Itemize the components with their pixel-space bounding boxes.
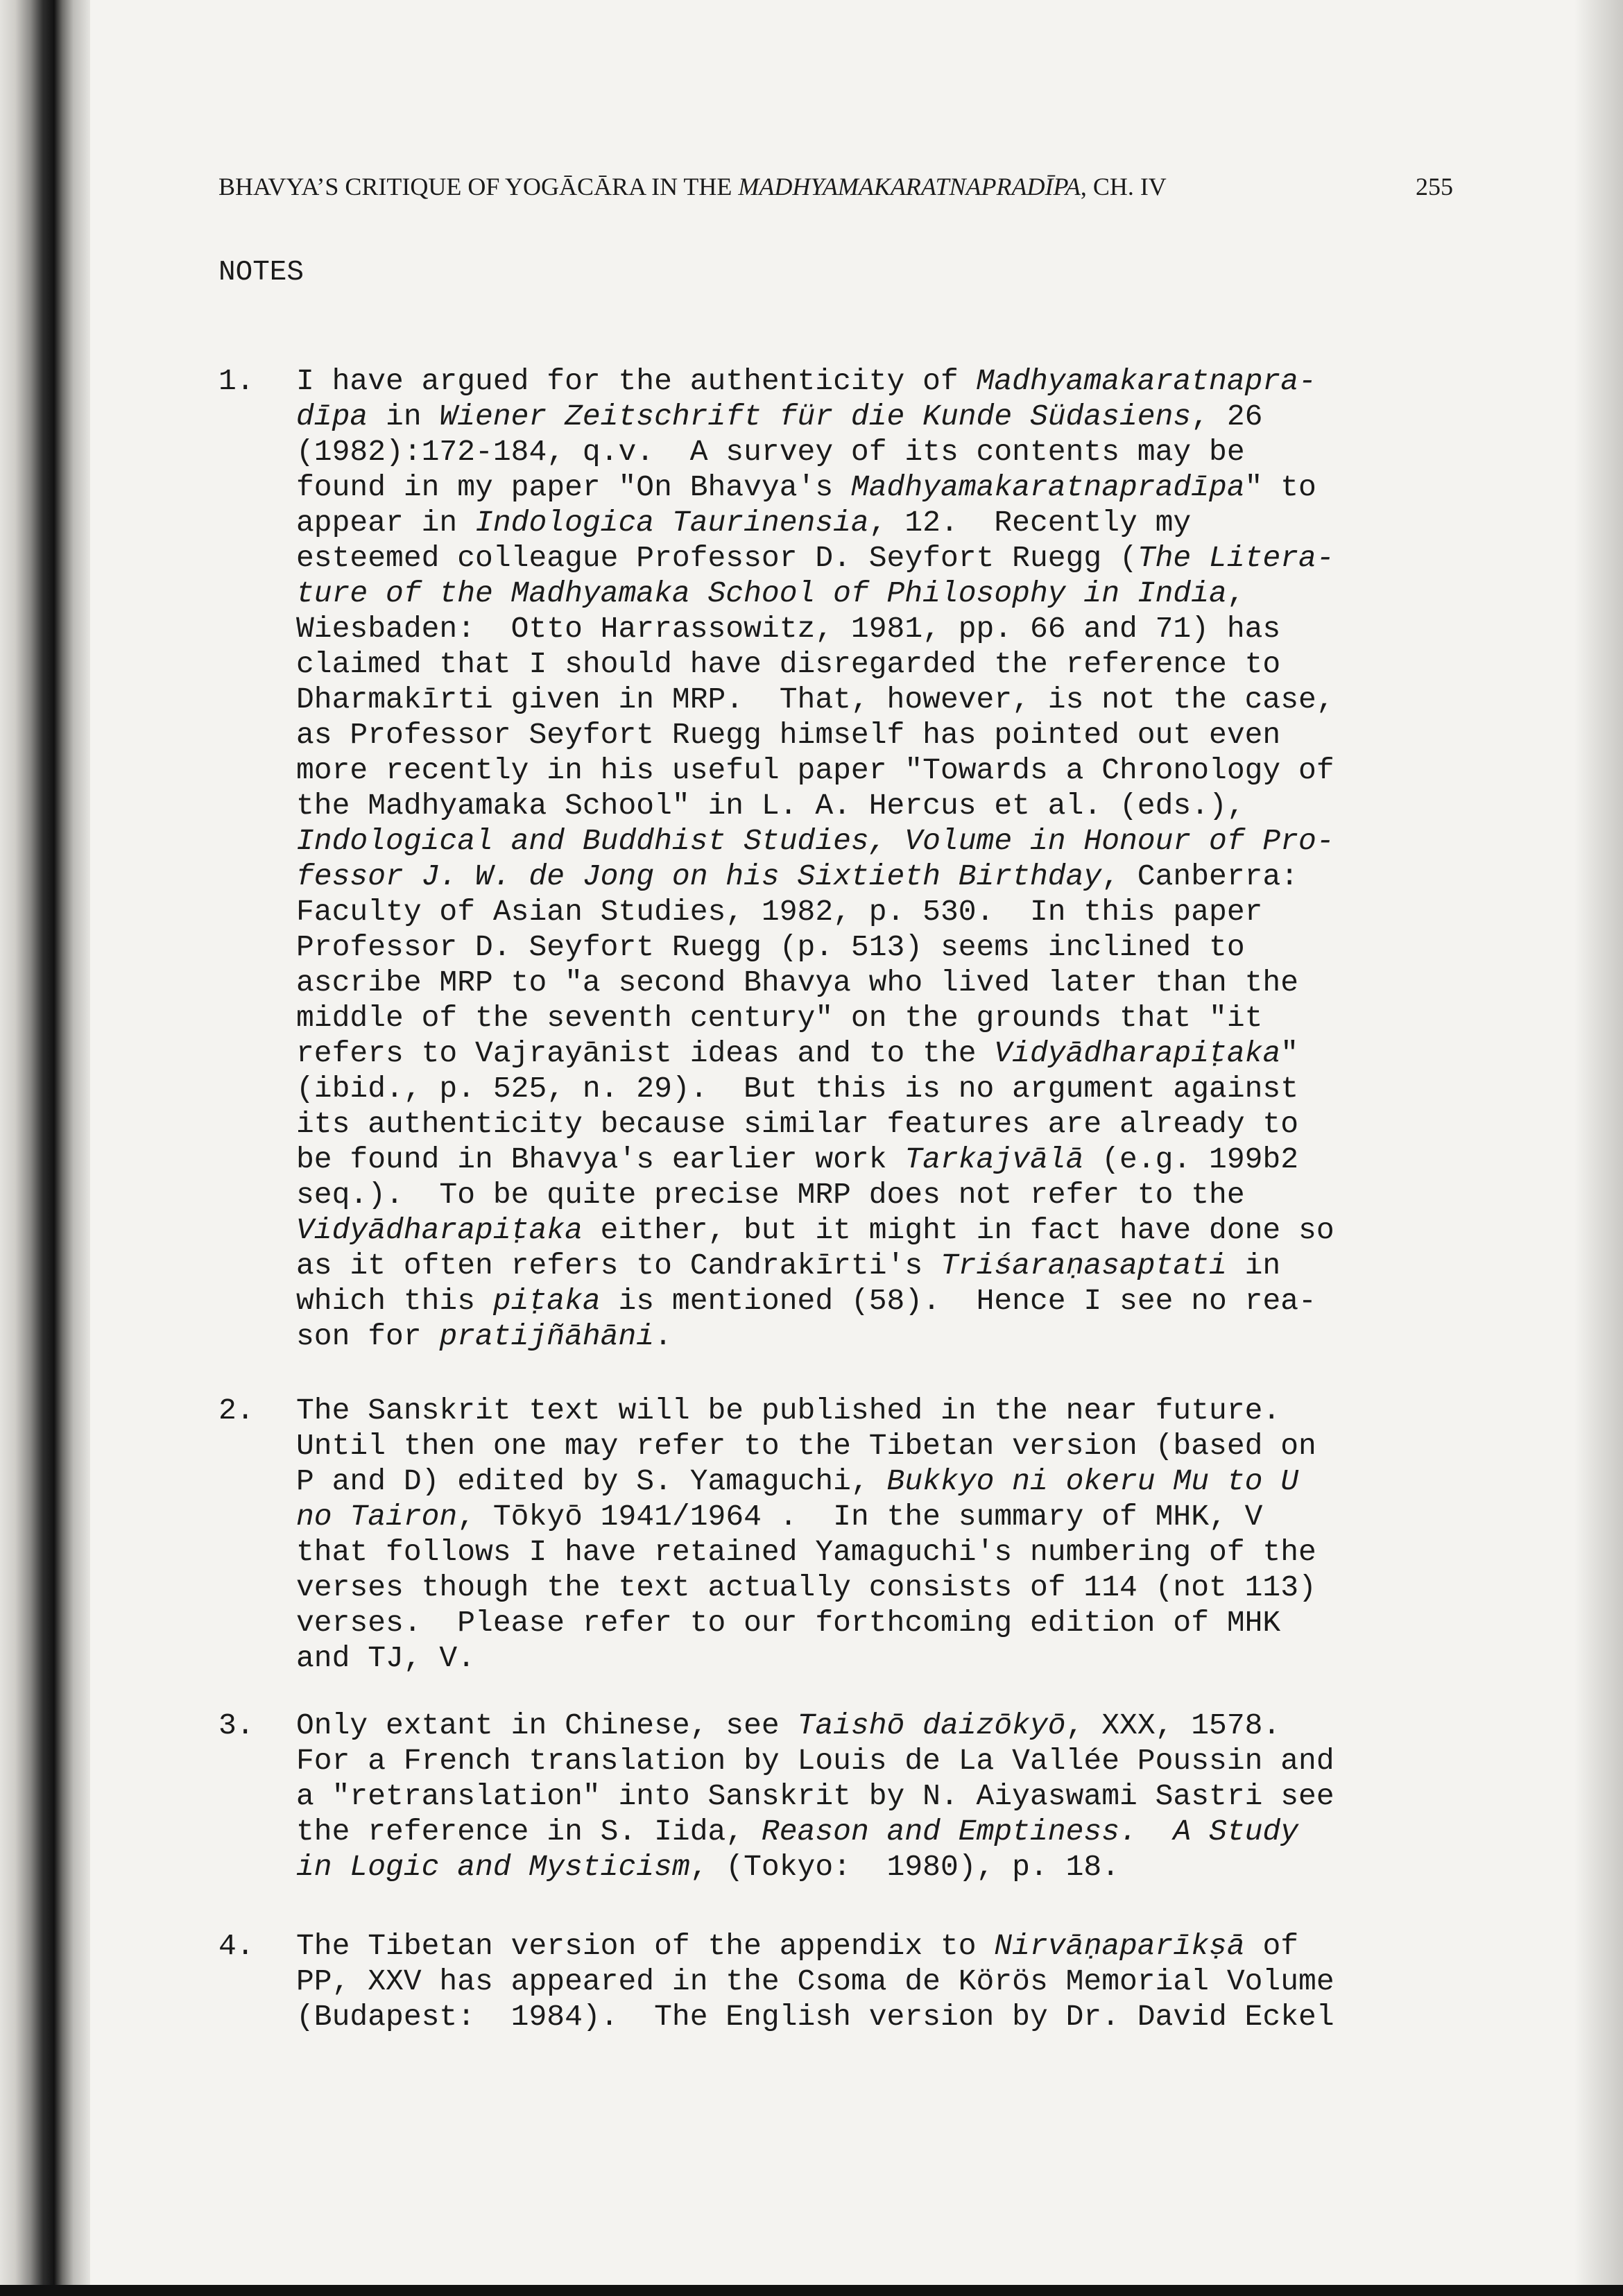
text-run: (e.g. 199b2 xyxy=(1083,1142,1299,1176)
text-run: in xyxy=(1226,1249,1281,1283)
text-line xyxy=(296,540,1334,576)
italic-text: Reason and Emptiness. A Study xyxy=(761,1815,1299,1849)
text-run: be found in Bhavya's earlier work xyxy=(296,1142,905,1176)
text-line xyxy=(296,823,1334,859)
text-run: , (Tokyo: 1980), p. 18. xyxy=(689,1850,1120,1884)
text-line xyxy=(296,1106,1334,1142)
text-run: found in my paper "On Bhavya's xyxy=(296,470,851,504)
text-run: middle of the seventh century" on the grounds that "it xyxy=(296,1001,1263,1035)
italic-text: Madhyamakaratnapra- xyxy=(976,364,1316,398)
note-number: 3. xyxy=(218,1708,255,1742)
text-run: , Canberra: xyxy=(1101,859,1299,893)
text-run: as it often refers to Candrakīrti's xyxy=(296,1249,941,1283)
text-run: claimed that I should have disregarded the reference to xyxy=(296,647,1281,681)
text-run: I have argued for the authenticity of xyxy=(296,364,977,398)
text-run: that follows I have retained Yamaguchi's numbering of the xyxy=(296,1535,1316,1569)
text-run: the Madhyamaka School" in L. A. Hercus et al. (eds.), xyxy=(296,789,1245,823)
text-run: ascribe MRP to "a second Bhavya who lived later than the xyxy=(296,966,1299,1000)
italic-text: Nirvāṇaparīkṣā xyxy=(994,1929,1245,1963)
note-body xyxy=(296,363,1334,1354)
text-run: either, but it might in fact have done so xyxy=(582,1213,1334,1247)
text-run: of xyxy=(1244,1929,1299,1963)
text-run: Only extant in Chinese, see xyxy=(296,1708,798,1742)
text-line xyxy=(296,1814,1334,1849)
italic-text: Indological and Buddhist Studies, Volume in Honour of Pro- xyxy=(296,824,1334,858)
text-run: For a French translation by Louis de La Vallée Poussin and xyxy=(296,1744,1334,1778)
text-line xyxy=(296,894,1334,929)
italic-text: Bukkyo ni okeru Mu to U xyxy=(886,1464,1299,1498)
text-line xyxy=(296,1319,1334,1354)
text-line xyxy=(296,1428,1316,1464)
italic-text: pratijñāhāni xyxy=(439,1319,655,1353)
text-line xyxy=(296,1708,1334,1743)
running-head-prefix: BHAVYA’S CRITIQUE OF YOGĀCĀRA IN THE xyxy=(218,173,739,200)
text-run: (ibid., p. 525, n. 29). But this is no argument against xyxy=(296,1072,1299,1106)
text-line xyxy=(296,929,1334,965)
text-run: its authenticity because similar features are already to xyxy=(296,1107,1299,1141)
text-run: The Tibetan version of the appendix to xyxy=(296,1929,995,1963)
text-line xyxy=(296,1177,1334,1213)
text-run: son for xyxy=(296,1319,440,1353)
text-run: and TJ, V. xyxy=(296,1641,476,1675)
text-line xyxy=(296,682,1334,717)
text-run: as Professor Seyfort Ruegg himself has pointed out even xyxy=(296,718,1281,752)
italic-text: Wiener Zeitschrift für die Kunde Südasiens xyxy=(439,400,1192,434)
text-run: the reference in S. Iida, xyxy=(296,1815,762,1849)
text-run: refers to Vajrayānist ideas and to the xyxy=(296,1036,995,1070)
text-line xyxy=(296,1570,1316,1605)
text-run: verses though the text actually consists of 114 (not 113) xyxy=(296,1570,1316,1604)
text-line xyxy=(296,1928,1334,1964)
text-run: P and D) edited by S. Yamaguchi, xyxy=(296,1464,887,1498)
text-run: Dharmakīrti given in MRP. That, however, is not the case, xyxy=(296,683,1334,717)
book-spine-shadow xyxy=(0,0,90,2296)
text-line xyxy=(296,1036,1334,1071)
text-line xyxy=(296,965,1334,1000)
text-run: (1982):172-184, q.v. A survey of its contents may be xyxy=(296,435,1245,469)
text-run: " to xyxy=(1244,470,1316,504)
text-line xyxy=(296,717,1334,753)
text-line xyxy=(296,1248,1334,1283)
text-run: Faculty of Asian Studies, 1982, p. 530. In this paper xyxy=(296,895,1263,929)
note-number: 1. xyxy=(218,364,255,398)
text-line xyxy=(296,363,1334,399)
text-line xyxy=(296,1640,1316,1676)
italic-text: fessor J. W. de Jong on his Sixtieth Birthday xyxy=(296,859,1102,893)
running-head xyxy=(218,172,1453,201)
text-line xyxy=(296,1393,1316,1428)
text-line xyxy=(296,399,1334,434)
text-run: which this xyxy=(296,1284,493,1318)
text-line xyxy=(296,576,1334,611)
note-number: 4. xyxy=(218,1929,255,1963)
text-line xyxy=(296,1964,1334,1999)
text-line xyxy=(296,1534,1316,1570)
text-run: more recently in his useful paper "Towards a Chronology of xyxy=(296,753,1334,787)
text-run: , XXX, 1578. xyxy=(1065,1708,1281,1742)
running-head-title: MADHYAMAKARATNAPRADĪPA xyxy=(738,173,1081,200)
text-run: , xyxy=(1226,576,1245,610)
text-line xyxy=(296,1849,1334,1885)
text-run: a "retranslation" into Sanskrit by N. Aiyaswami Sastri see xyxy=(296,1779,1334,1813)
running-head-suffix: , CH. IV xyxy=(1080,173,1167,200)
text-line xyxy=(296,611,1334,646)
text-run: verses. Please refer to our forthcoming edition of MHK xyxy=(296,1606,1281,1640)
italic-text: The Litera- xyxy=(1137,541,1334,575)
text-run: Wiesbaden: Otto Harrassowitz, 1981, pp. 66 and 71) has xyxy=(296,612,1281,646)
text-run: . xyxy=(654,1319,672,1353)
italic-text: Vidyādharapiṭaka xyxy=(296,1213,583,1247)
text-run: Until then one may refer to the Tibetan version (based on xyxy=(296,1429,1316,1463)
text-line xyxy=(296,1071,1334,1106)
text-run: , 26 xyxy=(1191,400,1263,434)
italic-text: Indologica Taurinensia xyxy=(475,506,869,540)
italic-text: Taishō daizōkyō xyxy=(797,1708,1066,1742)
text-line xyxy=(296,859,1334,894)
note-number: 2. xyxy=(218,1394,255,1428)
text-run: , Tōkyō 1941/1964 . In the summary of MHK, V xyxy=(457,1500,1263,1534)
italic-text: Triśaraṇasaptati xyxy=(940,1249,1227,1283)
text-run: is mentioned (58). Hence I see no rea- xyxy=(600,1284,1316,1318)
italic-text: piṭaka xyxy=(492,1284,601,1318)
note-body xyxy=(296,1393,1316,1676)
italic-text: Vidyādharapiṭaka xyxy=(994,1036,1281,1070)
text-run: The Sanskrit text will be published in the near future. xyxy=(296,1394,1281,1428)
text-line xyxy=(296,1000,1334,1036)
text-line xyxy=(296,1142,1334,1177)
note-body xyxy=(296,1708,1334,1885)
text-run: esteemed colleague Professor D. Seyfort Ruegg ( xyxy=(296,541,1137,575)
text-run: , 12. Recently my xyxy=(868,506,1192,540)
page-bottom-edge xyxy=(0,2285,1623,2296)
text-run: Professor D. Seyfort Ruegg (p. 513) seems inclined to xyxy=(296,930,1245,964)
notes-heading: NOTES xyxy=(218,257,304,289)
text-line xyxy=(296,1499,1316,1534)
text-run: in xyxy=(368,400,440,434)
text-line xyxy=(296,470,1334,505)
text-line xyxy=(296,1464,1316,1499)
text-line xyxy=(296,1743,1334,1779)
italic-text: dīpa xyxy=(296,400,368,434)
note-body xyxy=(296,1928,1334,2034)
italic-text: no Tairon xyxy=(296,1500,458,1534)
italic-text: ture of the Madhyamaka School of Philosophy in India xyxy=(296,576,1227,610)
italic-text: Tarkajvālā xyxy=(904,1142,1084,1176)
text-line xyxy=(296,1283,1334,1319)
text-line xyxy=(296,1779,1334,1814)
italic-text: in Logic and Mysticism xyxy=(296,1850,690,1884)
italic-text: Madhyamakaratnapradīpa xyxy=(850,470,1245,504)
text-run: " xyxy=(1280,1036,1299,1070)
text-line xyxy=(296,753,1334,788)
text-line xyxy=(296,505,1334,540)
text-run: (Budapest: 1984). The English version by Dr. David Eckel xyxy=(296,2000,1334,2034)
page-edge-shadow xyxy=(1574,0,1623,2296)
page-number: 255 xyxy=(1416,173,1453,200)
text-line xyxy=(296,1999,1334,2034)
text-line xyxy=(296,788,1334,823)
text-run: PP, XXV has appeared in the Csoma de Körös Memorial Volume xyxy=(296,1964,1334,1998)
text-line xyxy=(296,646,1334,682)
text-run: appear in xyxy=(296,506,476,540)
text-run: seq.). To be quite precise MRP does not refer to the xyxy=(296,1178,1245,1212)
text-line xyxy=(296,434,1334,470)
text-line xyxy=(296,1605,1316,1640)
text-line xyxy=(296,1213,1334,1248)
